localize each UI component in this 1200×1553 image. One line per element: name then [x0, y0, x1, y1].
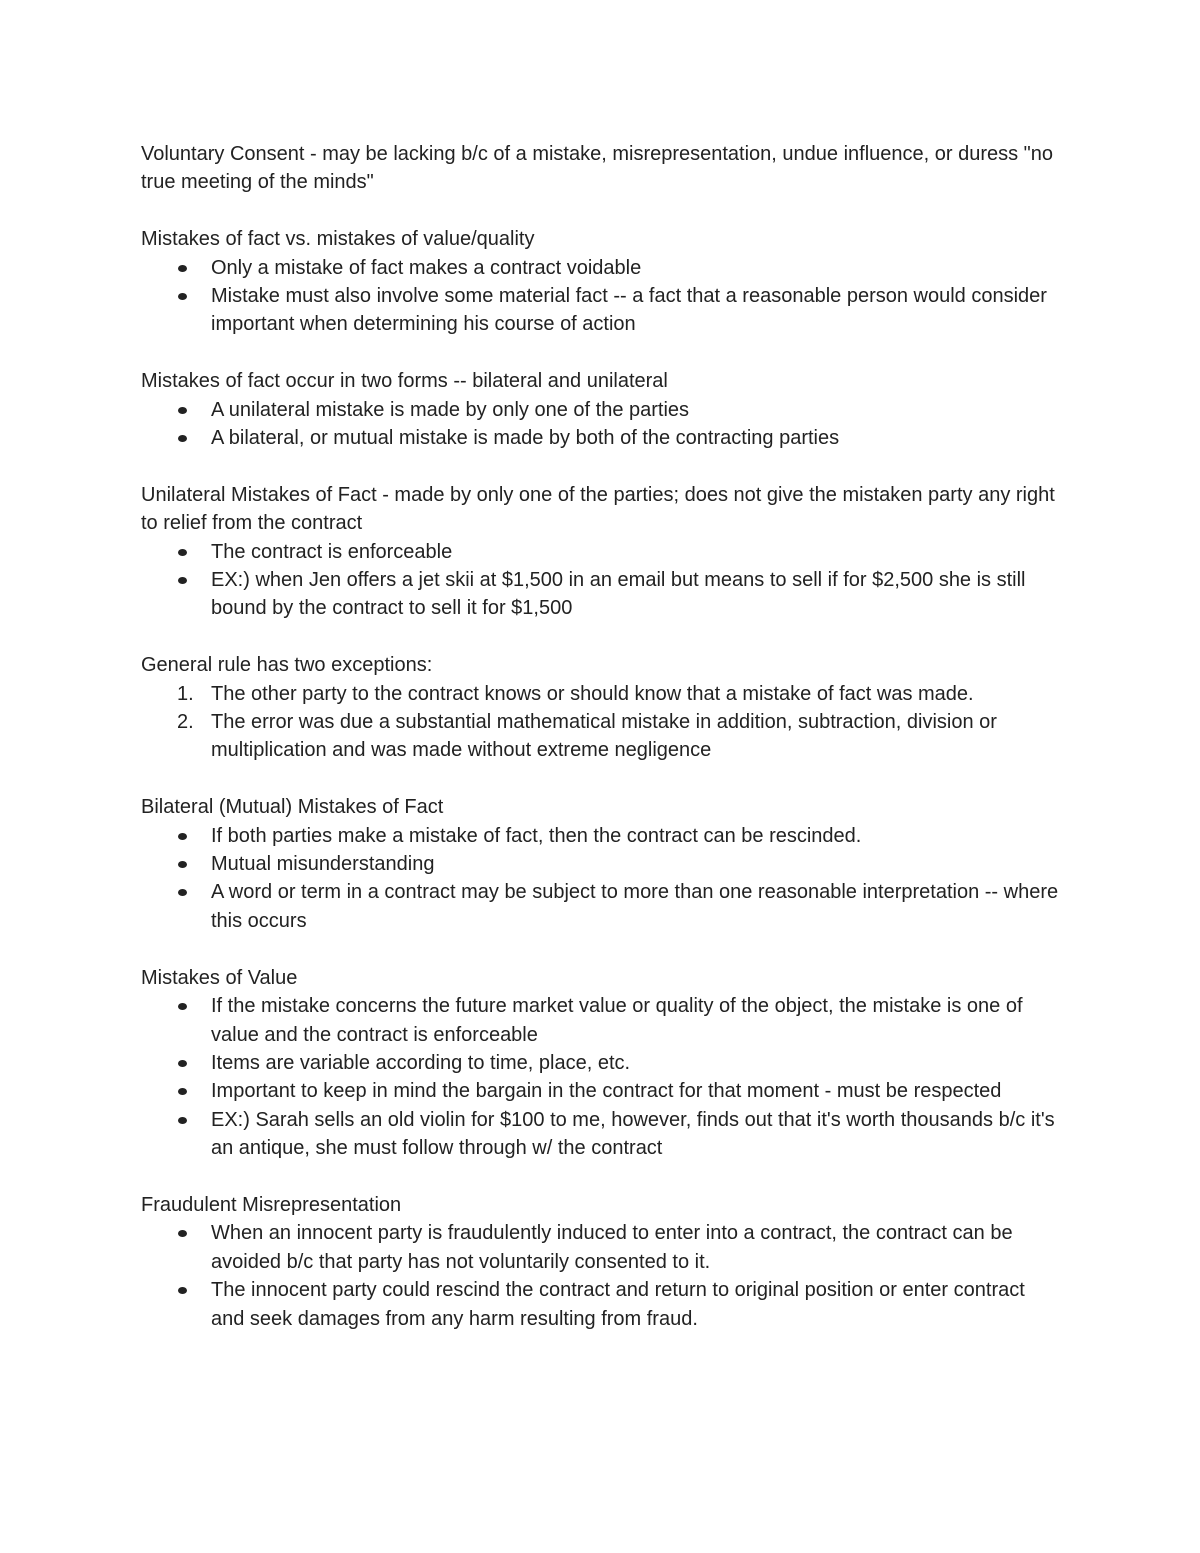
bullet-icon	[178, 1287, 187, 1294]
section-heading: Mistakes of fact vs. mistakes of value/quality	[141, 228, 535, 251]
list-item-text: If both parties make a mistake of fact, then the contract can be rescinded.	[211, 824, 862, 847]
bullet-icon	[178, 833, 187, 840]
list-item	[141, 254, 1061, 282]
list-item-text: Only a mistake of fact makes a contract voidable	[211, 256, 642, 279]
section-mistakes-of-fact-vs-value	[141, 225, 1061, 339]
section-two-forms	[141, 367, 1061, 452]
list-item	[141, 1077, 1061, 1105]
section-heading: Mistakes of fact occur in two forms -- bilateral and unilateral	[141, 370, 668, 393]
list-item-text: The other party to the contract knows or should know that a mistake of fact was made.	[211, 682, 974, 705]
list-item-text: A unilateral mistake is made by only one of the parties	[211, 398, 690, 421]
numbered-list	[141, 680, 1061, 765]
paragraph: Voluntary Consent - may be lacking b/c of a mistake, misrepresentation, undue influence, or duress "no true meeting of the minds"	[141, 143, 1054, 194]
bullet-icon	[178, 1117, 187, 1124]
list-item-text: Mistake must also involve some material fact -- a fact that a reasonable person would consider important when determining his course of action	[211, 285, 1047, 336]
list-item-text: Items are variable according to time, place, etc.	[211, 1051, 631, 1074]
bullet-list	[141, 538, 1061, 623]
section-heading: Fraudulent Misrepresentation	[141, 1193, 402, 1216]
list-item-text: EX:) when Jen offers a jet skii at $1,500 in an email but means to sell if for $2,500 she is still bound by the contract to sell it for $1,500	[211, 569, 1026, 620]
section-mistakes-of-value	[141, 964, 1061, 1163]
list-item-text: Important to keep in mind the bargain in the contract for that moment - must be respected	[211, 1080, 1002, 1103]
bullet-icon	[178, 861, 187, 868]
list-item-text: The error was due a substantial mathematical mistake in addition, subtraction, division or multiplication and was made without extreme negligence	[211, 711, 997, 762]
list-item-text: If the mistake concerns the future market value or quality of the object, the mistake is one of value and the contract is enforceable	[211, 995, 1023, 1046]
section-bilateral-mistakes	[141, 793, 1061, 935]
list-item	[141, 708, 1061, 765]
list-item	[141, 1219, 1061, 1276]
section-unilateral-mistakes	[141, 481, 1061, 623]
list-item-text: A bilateral, or mutual mistake is made by both of the contracting parties	[211, 427, 840, 450]
bullet-icon	[178, 265, 187, 272]
list-item-text: Mutual misunderstanding	[211, 853, 435, 876]
bullet-icon	[178, 889, 187, 896]
list-item	[141, 282, 1061, 339]
bullet-list	[141, 1219, 1061, 1333]
list-item	[141, 396, 1061, 424]
list-item	[141, 878, 1061, 935]
section-voluntary-consent	[141, 140, 1061, 197]
list-number: 2.	[177, 711, 194, 734]
section-heading: Mistakes of Value	[141, 966, 298, 989]
list-item	[141, 992, 1061, 1049]
list-item	[141, 1276, 1061, 1333]
section-heading: Bilateral (Mutual) Mistakes of Fact	[141, 796, 444, 819]
list-item-text: EX:) Sarah sells an old violin for $100 to me, however, finds out that it's worth thousands b/c it's an antique, she must follow through w/ the contract	[211, 1108, 1055, 1160]
list-item	[141, 1049, 1061, 1077]
list-item-text: A word or term in a contract may be subject to more than one reasonable interpretation -- where this occurs	[211, 881, 1059, 932]
bullet-list	[141, 254, 1061, 339]
document-page	[141, 140, 1061, 1361]
list-number: 1.	[177, 682, 194, 705]
list-item-text: When an innocent party is fraudulently induced to enter into a contract, the contract can be avoided b/c that party has not voluntarily consented to it.	[211, 1222, 1013, 1273]
list-item	[141, 538, 1061, 566]
list-item-text: The innocent party could rescind the contract and return to original position or enter contract and seek damages from any harm resulting from fraud.	[211, 1279, 1025, 1330]
list-item	[141, 680, 1061, 708]
section-fraudulent-misrepresentation	[141, 1191, 1061, 1333]
section-general-rule-exceptions	[141, 651, 1061, 765]
bullet-list	[141, 992, 1061, 1162]
list-item-text: The contract is enforceable	[211, 540, 453, 563]
bullet-icon	[178, 293, 187, 300]
list-item	[141, 822, 1061, 850]
bullet-icon	[178, 1088, 187, 1095]
section-heading: Unilateral Mistakes of Fact - made by only one of the parties; does not give the mistaken party any right to relief from the contract	[141, 483, 1055, 535]
bullet-list	[141, 396, 1061, 453]
section-heading: General rule has two exceptions:	[141, 654, 433, 677]
list-item	[141, 850, 1061, 878]
list-item	[141, 1106, 1061, 1163]
bullet-icon	[178, 1003, 187, 1010]
bullet-icon	[178, 435, 187, 442]
list-item	[141, 424, 1061, 452]
bullet-list	[141, 822, 1061, 936]
bullet-icon	[178, 1230, 187, 1237]
bullet-icon	[178, 577, 187, 584]
list-item	[141, 566, 1061, 623]
bullet-icon	[178, 1060, 187, 1067]
bullet-icon	[178, 407, 187, 414]
bullet-icon	[178, 549, 187, 556]
